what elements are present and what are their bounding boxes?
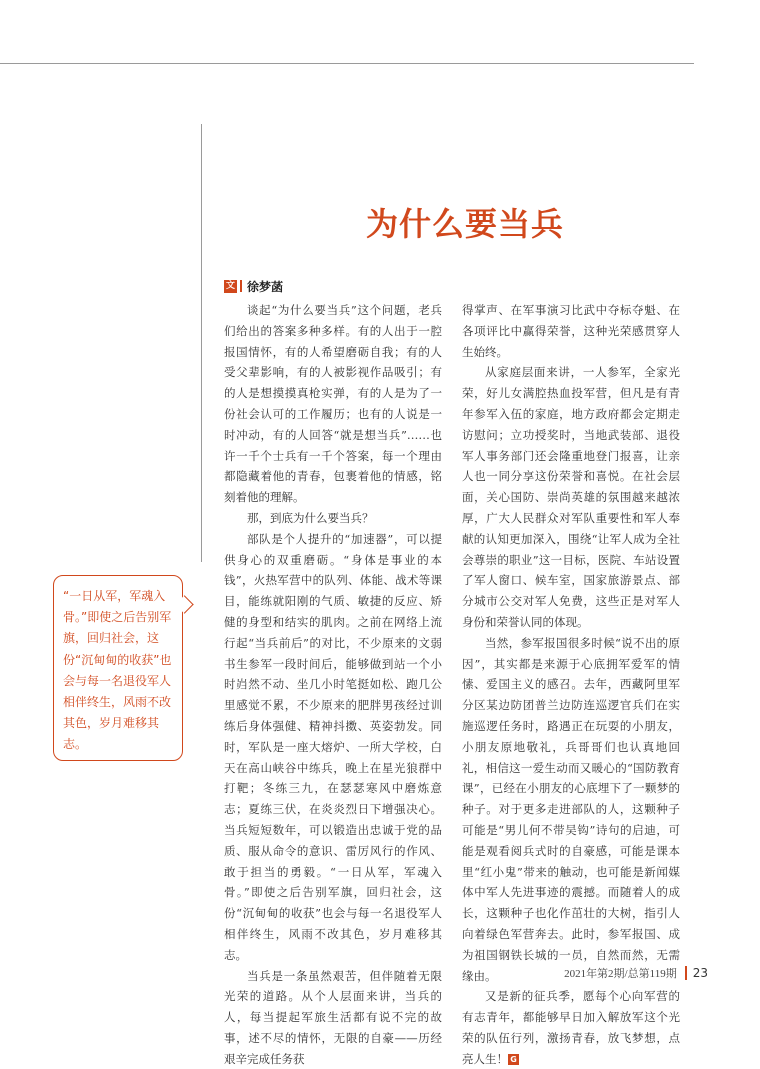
paragraph: 当然，参军报国很多时候“说不出的原因”，其实都是来源于心底拥军爱军的情愫、爱国主义的感召。去年，西藏阿里军分区某边防团普兰边防连巡逻官兵们在实施巡逻任务时，路遇正在玩耍的小朋友，小朋友原地敬礼，兵哥哥们也认真地回礼，相信这一爱生动而又暖心的“国防教育课”，已经在小朋友的心底埋下了一颗梦的种子。对于更多走进部队的人，这颗种子可能是“男儿何不带吴钩”诗句的启迪，可能是观看阅兵式时的自豪感，可能是课本里“红小鬼”带来的触动，也可能是新闻媒体中军人先进事迹的震撼。而随着人的成长，这颗种子也化作茁壮的大树，指引人向着绿色军营奔去。此时，参军报国、成为祖国钢铁长城的一员，自然而然，无需缘由。	[462, 633, 680, 987]
paragraph-continuation: 得掌声、在军事演习比武中夺标夺魁、在各项评比中赢得荣誉，这种光荣感贯穿人生始终。	[462, 300, 680, 362]
page-number: 23	[693, 966, 708, 980]
paragraph: 当兵是一条虽然艰苦，但伴随着无限光荣的道路。从个人层面来讲，当兵的人，每当提起军旅生活都有说不完的故事，述不尽的情怀，无限的自豪——历经艰辛完成任务获	[224, 966, 442, 1069]
article-column-right	[462, 300, 680, 1069]
paragraph: 部队是个人提升的“加速器”，可以提供身心的双重磨砺。“身体是事业的本钱”，火热军营中的队列、体能、战术等课目，能练就阳刚的气质、敏捷的反应、矫健的身型和结实的肌肉。之前在网络上流行起“当兵前后”的对比，不少原来的文弱书生参军一段时间后，能够做到站一个小时岿然不动、坐几小时笔挺如松、跑几公里感觉不累，不少原来的肥胖男孩经过训练后身体强健、精神抖擞、英姿勃发。同时，军队是一座大熔炉、一所大学校，白天在高山峡谷中练兵，晚上在星光狼群中打靶；冬练三九，在瑟瑟寒风中磨炼意志；夏练三伏，在炎炎烈日下增强决心。当兵短短数年，可以锻造出忠诚于党的品质、服从命令的意识、雷厉风行的作风、敢于担当的勇毅。“一日从军，军魂入骨。”即使之后告别军旗，回归社会，这份“沉甸甸的收获”也会与每一名退役军人相伴终生，风雨不改其色，岁月难移其志。	[224, 529, 442, 966]
paragraph-final	[462, 986, 680, 1069]
author-name: 徐梦菡	[247, 278, 283, 295]
issue-info: 2021年第2期/总第119期	[564, 965, 677, 981]
paragraph: 那，到底为什么要当兵？	[224, 508, 442, 529]
byline-tag: 文	[224, 280, 237, 293]
vertical-divider	[201, 124, 202, 562]
article-column-left	[224, 300, 442, 1069]
article-title: 为什么要当兵	[300, 199, 630, 245]
end-mark-icon: G	[508, 1054, 519, 1065]
byline-separator	[240, 280, 242, 292]
byline	[224, 278, 283, 294]
pull-quote-text: “一日从军，军魂入骨。”即使之后告别军旗，回归社会，这份“沉甸甸的收获”也会与每一名退役军人相伴终生，风雨不改其色，岁月难移其志。	[63, 589, 171, 751]
page-footer	[564, 965, 708, 981]
paragraph-final-text: 又是新的征兵季，愿每个心向军营的有志青年，都能够早日加入解放军这个光荣的队伍行列，激扬青春，放飞梦想，点亮人生！	[462, 989, 680, 1065]
top-divider	[0, 63, 694, 64]
paragraph: 从家庭层面来讲，一人参军，全家光荣，好儿女满腔热血投军营，但凡是有青年参军入伍的家庭，地方政府都会定期走访慰问；立功授奖时，当地武装部、退役军人事务部门还会隆重地登门报喜，让亲人也一同分享这份荣誉和喜悦。在社会层面，关心国防、崇尚英雄的氛围越来越浓厚，广大人民群众对军队重要性和军人奉献的认知更加深入，围绕“让军人成为全社会尊崇的职业”这一目标，医院、车站设置了军人窗口、候车室，国家旅游景点、部分城市公交对军人免费，这些正是对军人身份和荣誉认同的体现。	[462, 362, 680, 632]
pull-quote	[53, 575, 183, 761]
paragraph: 谈起“为什么要当兵”这个问题，老兵们给出的答案多种多样。有的人出于一腔报国情怀，有的人希望磨砺自我；有的人受父辈影响，有的人被影视作品吸引；有的人是想摸摸真枪实弹，有的人是为了一份社会认可的工作履历；也有的人说是一时冲动，有的人回答“就是想当兵”……也许一千个士兵有一千个答案，每一个理由都隐藏着他的青春，包裹着他的情感，铭刻着他的理解。	[224, 300, 442, 508]
footer-separator	[685, 966, 687, 980]
